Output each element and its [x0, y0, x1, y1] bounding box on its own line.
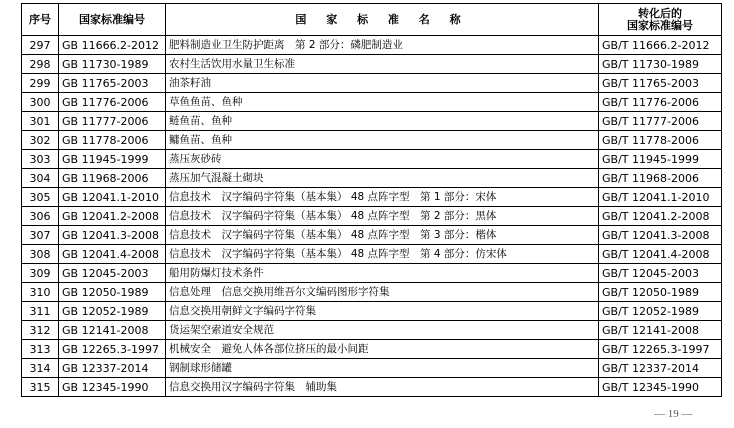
cell-serial-number: 300: [22, 93, 59, 112]
cell-standard-name: 信息技术 汉字编码字符集（基本集） 48 点阵字型 第 1 部分：宋体: [166, 188, 599, 207]
cell-serial-number: 307: [22, 226, 59, 245]
table-row: [22, 245, 722, 264]
cell-standard-name: 船用防爆灯技术条件: [166, 264, 599, 283]
header-converted-code-line2: 国家标准编号: [627, 18, 693, 32]
cell-serial-number: 314: [22, 359, 59, 378]
cell-serial-number: 304: [22, 169, 59, 188]
cell-converted-code: GB/T 12141-2008: [599, 321, 722, 340]
table-row: [22, 74, 722, 93]
cell-serial-number: 298: [22, 55, 59, 74]
cell-standard-code: GB 11777-2006: [59, 112, 166, 131]
cell-standard-name: 钢制球形储罐: [166, 359, 599, 378]
cell-serial-number: 311: [22, 302, 59, 321]
cell-standard-code: GB 11968-2006: [59, 169, 166, 188]
table-row: [22, 378, 722, 397]
standards-table: [21, 3, 722, 397]
cell-serial-number: 299: [22, 74, 59, 93]
cell-standard-name: 信息技术 汉字编码字符集（基本集） 48 点阵字型 第 2 部分：黑体: [166, 207, 599, 226]
page-number: — 19 —: [654, 408, 693, 420]
table-row: [22, 36, 722, 55]
cell-standard-name: 信息技术 汉字编码字符集（基本集） 48 点阵字型 第 3 部分：楷体: [166, 226, 599, 245]
table-row: [22, 226, 722, 245]
cell-converted-code: GB/T 11778-2006: [599, 131, 722, 150]
cell-standard-code: GB 11945-1999: [59, 150, 166, 169]
cell-converted-code: GB/T 12050-1989: [599, 283, 722, 302]
cell-converted-code: GB/T 12041.2-2008: [599, 207, 722, 226]
cell-standard-name: 信息交换用汉字编码字符集 辅助集: [166, 378, 599, 397]
cell-standard-code: GB 12041.3-2008: [59, 226, 166, 245]
cell-serial-number: 313: [22, 340, 59, 359]
cell-serial-number: 297: [22, 36, 59, 55]
cell-serial-number: 308: [22, 245, 59, 264]
cell-serial-number: 302: [22, 131, 59, 150]
header-converted-code: [599, 4, 722, 36]
cell-standard-code: GB 12052-1989: [59, 302, 166, 321]
table-header-row: [22, 4, 722, 36]
cell-serial-number: 309: [22, 264, 59, 283]
cell-converted-code: GB/T 11666.2-2012: [599, 36, 722, 55]
cell-serial-number: 301: [22, 112, 59, 131]
table-row: [22, 359, 722, 378]
cell-standard-code: GB 12345-1990: [59, 378, 166, 397]
table-row: [22, 188, 722, 207]
cell-converted-code: GB/T 11765-2003: [599, 74, 722, 93]
cell-standard-name: 农村生活饮用水量卫生标准: [166, 55, 599, 74]
cell-standard-name: 草鱼鱼苗、鱼种: [166, 93, 599, 112]
cell-standard-code: GB 11776-2006: [59, 93, 166, 112]
cell-standard-code: GB 12265.3-1997: [59, 340, 166, 359]
cell-standard-name: 信息技术 汉字编码字符集（基本集） 48 点阵字型 第 4 部分：仿宋体: [166, 245, 599, 264]
cell-converted-code: GB/T 11776-2006: [599, 93, 722, 112]
cell-converted-code: GB/T 12345-1990: [599, 378, 722, 397]
cell-standard-code: GB 11730-1989: [59, 55, 166, 74]
cell-serial-number: 306: [22, 207, 59, 226]
cell-standard-name: 鳙鱼苗、鱼种: [166, 131, 599, 150]
cell-standard-name: 油茶籽油: [166, 74, 599, 93]
cell-serial-number: 315: [22, 378, 59, 397]
cell-serial-number: 310: [22, 283, 59, 302]
cell-standard-code: GB 12041.1-2010: [59, 188, 166, 207]
table-row: [22, 112, 722, 131]
cell-standard-code: GB 12050-1989: [59, 283, 166, 302]
table-row: [22, 321, 722, 340]
cell-standard-name: 货运架空索道安全规范: [166, 321, 599, 340]
table-row: [22, 264, 722, 283]
cell-converted-code: GB/T 12052-1989: [599, 302, 722, 321]
cell-standard-code: GB 11666.2-2012: [59, 36, 166, 55]
cell-standard-code: GB 12337-2014: [59, 359, 166, 378]
table-row: [22, 207, 722, 226]
table-row: [22, 283, 722, 302]
cell-converted-code: GB/T 11945-1999: [599, 150, 722, 169]
cell-standard-name: 信息处理 信息交换用维吾尔文编码图形字符集: [166, 283, 599, 302]
cell-standard-name: 肥料制造业卫生防护距离 第 2 部分：磷肥制造业: [166, 36, 599, 55]
cell-standard-code: GB 11778-2006: [59, 131, 166, 150]
cell-converted-code: GB/T 11730-1989: [599, 55, 722, 74]
cell-converted-code: GB/T 12337-2014: [599, 359, 722, 378]
cell-serial-number: 305: [22, 188, 59, 207]
header-standard-name: 国 家 标 准 名 称: [166, 4, 599, 36]
cell-standard-code: GB 12141-2008: [59, 321, 166, 340]
cell-standard-code: GB 12041.4-2008: [59, 245, 166, 264]
cell-converted-code: GB/T 12045-2003: [599, 264, 722, 283]
cell-converted-code: GB/T 11777-2006: [599, 112, 722, 131]
cell-standard-name: 蒸压加气混凝土砌块: [166, 169, 599, 188]
header-converted-code-line1: 转化后的: [638, 6, 682, 20]
cell-standard-code: GB 12045-2003: [59, 264, 166, 283]
cell-converted-code: GB/T 12041.3-2008: [599, 226, 722, 245]
table-row: [22, 55, 722, 74]
table-row: [22, 340, 722, 359]
table-row: [22, 131, 722, 150]
table-row: [22, 302, 722, 321]
cell-converted-code: GB/T 12265.3-1997: [599, 340, 722, 359]
cell-standard-code: GB 12041.2-2008: [59, 207, 166, 226]
table-row: [22, 150, 722, 169]
table-row: [22, 169, 722, 188]
cell-standard-name: 蒸压灰砂砖: [166, 150, 599, 169]
cell-converted-code: GB/T 11968-2006: [599, 169, 722, 188]
cell-converted-code: GB/T 12041.1-2010: [599, 188, 722, 207]
cell-standard-name: 机械安全 避免人体各部位挤压的最小间距: [166, 340, 599, 359]
cell-standard-code: GB 11765-2003: [59, 74, 166, 93]
table-row: [22, 93, 722, 112]
cell-converted-code: GB/T 12041.4-2008: [599, 245, 722, 264]
cell-standard-name: 信息交换用朝鲜文字编码字符集: [166, 302, 599, 321]
cell-standard-name: 鲢鱼苗、鱼种: [166, 112, 599, 131]
header-serial-number: 序号: [22, 4, 59, 36]
cell-serial-number: 303: [22, 150, 59, 169]
cell-serial-number: 312: [22, 321, 59, 340]
header-standard-code: 国家标准编号: [59, 4, 166, 36]
